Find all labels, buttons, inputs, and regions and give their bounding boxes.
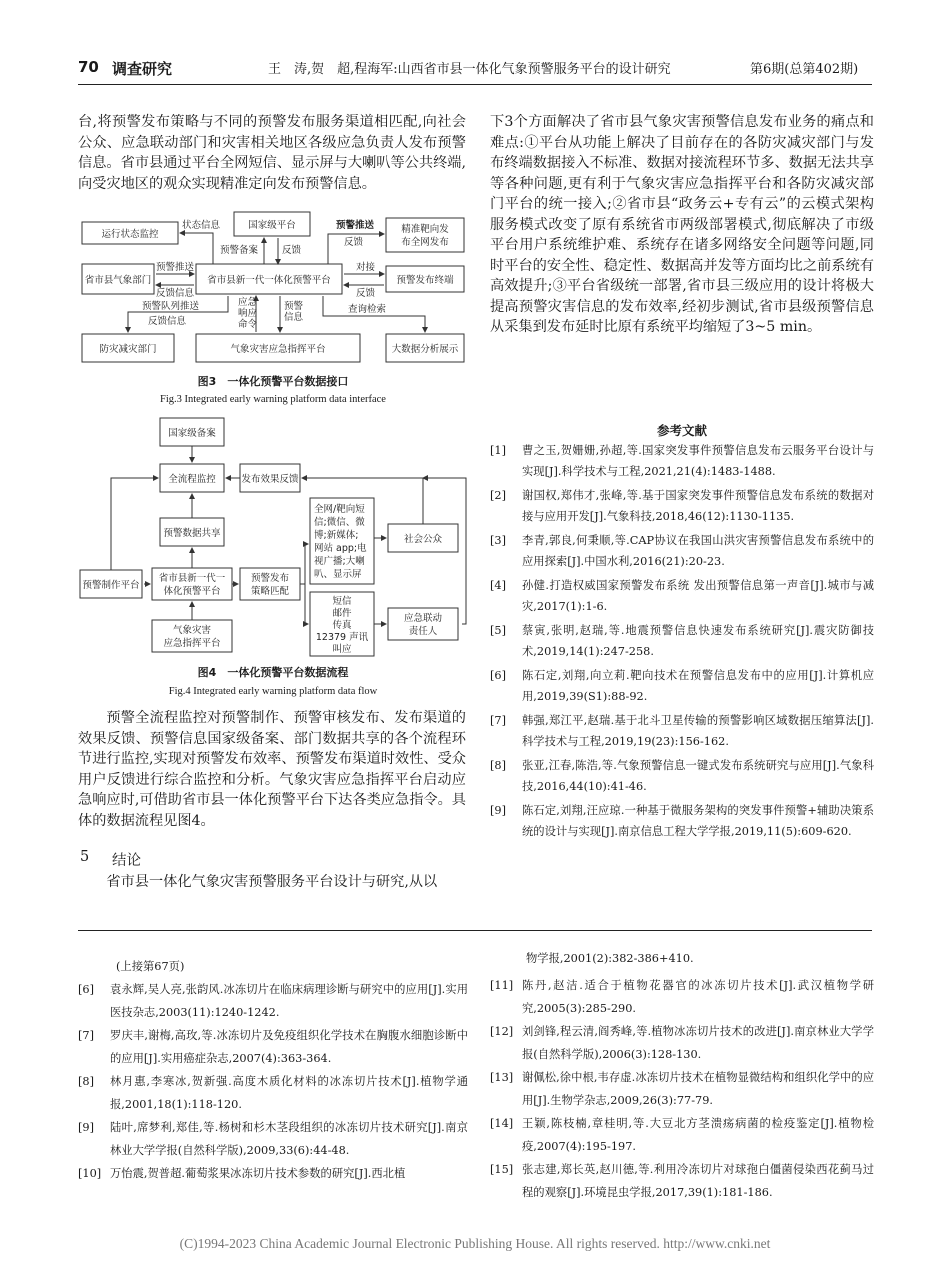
fig3-label-feedback-e: 反馈信息 (148, 316, 187, 327)
references-title: 参考文献 (656, 423, 707, 438)
fig4-text-make: 预警制作平台 (82, 580, 140, 591)
reference-text: 万怡震,贺普超.葡萄浆果冰冻切片技术参数的研究[J].西北植 (110, 1167, 406, 1180)
fig3-arrow-status (180, 233, 213, 264)
fig3-label-push-b: 预警推送 (336, 220, 375, 231)
reference-text: 陈石定,刘翔,向立莉.靶向技术在预警信息发布中的应用[J].计算机应用,2019,39(S1):88-92. (522, 669, 874, 703)
fig4-text-responder-1: 应急联动 (403, 613, 443, 624)
fig3-label-status: 状态信息 (182, 220, 221, 231)
fig4-text-share: 预警数据共享 (163, 528, 221, 539)
fig3-label-query: 查询检索 (348, 304, 387, 315)
section-title: 结论 (112, 853, 141, 869)
fig3-text-center: 省市县新一代一体化预警平台 (207, 275, 331, 286)
reference-text: 林月惠,李寒冰,贺新强.高度木质化材料的冰冻切片技术[J].植物学通报,2001,18(1):118-120. (110, 1075, 468, 1111)
conclusion-paragraph: 省市县一体化气象灾害预警服务平台设计与研究,从以 (106, 874, 438, 890)
reference-number: [3] (490, 534, 507, 547)
reference-item (490, 800, 874, 842)
reference-item (78, 978, 468, 1024)
fig4-text-command-2: 应急指挥平台 (163, 638, 221, 649)
reference-number: [1] (490, 444, 507, 457)
reference-text: 谢国权,郑伟才,张峰,等.基于国家突发事件预警信息发布系统的数据对接与应用开发[J].气象科技,2018,46(12):1130-1135. (522, 489, 874, 523)
fig3-text-disaster: 防灾减灾部门 (99, 344, 157, 355)
reference-item (490, 1112, 874, 1158)
fig3-caption-en: Fig.3 Integrated early warning platform data interface (160, 394, 386, 405)
fig3-text-command: 气象灾害应急指挥平台 (230, 344, 326, 355)
fig3-label-feedback-d: 反馈 (356, 288, 376, 299)
fig4-text-channels-1: 信;微信、微 (314, 517, 365, 528)
fig4-text-sms-3: 12379 声讯 (315, 632, 369, 643)
fig4-text-public: 社会公众 (403, 534, 443, 545)
reference-text: 陈石定,刘翔,汪应琼.一种基于微服务架构的突发事件预警+辅助决策系统的设计与实现[J].南京信息工程大学学报,2019,11(5):609-620. (522, 804, 874, 838)
fig3-label-filing: 预警备案 (220, 245, 259, 256)
fig3-text-monitor: 运行状态监控 (101, 229, 159, 240)
reference-number: [15] (490, 1163, 514, 1176)
fig3-label-feedback-b: 反馈 (344, 237, 364, 248)
reference-item (78, 1024, 468, 1070)
right-paragraph: 下3个方面解决了省市县气象灾害预警信息发布业务的痛点和难点:①平台从功能上解决了目前存在的各防灾减灾部门与发布终端数据接入不标准、数据对接流程环节多、数据无法共享等各种问题,更有利于气象灾害应急指挥平台和各防灾减灾部门平台的统一接入;②省市县“政务云+专有云”的云模式架构服务模式改变了原有系统省市两级部署模式,彻底解决了市级平台用户系统维护难、系统存在诸多网络安全问题等问题,同时平台的安全性、稳定性、数据高并发等方面均比之前系统有高效提升;③平台省级统一部署,省市县三级应用的设计将极大提高预警灾害信息的发布效率,经初步测试,省市县级预警信息从采集到发布延时比原有系统平均缩短了3~5 min。 (490, 114, 874, 335)
reference-number: [2] (490, 489, 507, 502)
fig4-caption-cn: 图4 一体化预警平台数据流程 (197, 666, 349, 679)
header-rule (78, 84, 872, 85)
fig3-label-warn-2: 信息 (284, 312, 304, 323)
fig4-text-center-1: 省市县新一代一 (158, 573, 226, 584)
reference-item (490, 755, 874, 797)
reference-text: 蔡寅,张明,赵瑞,等.地震预警信息快速发布系统研究[J].震灾防御技术,2019,14(1):247-258. (522, 624, 874, 658)
issue-label: 第6期(总第402期) (750, 62, 859, 77)
bottom-right-continuation: 物学报,2001(2):382-386+410. (526, 952, 694, 965)
fig4-text-effect: 发布效果反馈 (241, 474, 299, 485)
fig3-label-push-c: 预警推送 (156, 262, 195, 273)
fig4-text-strategy-1: 预警发布 (250, 573, 290, 584)
reference-item (490, 485, 874, 527)
reference-number: [11] (490, 979, 514, 992)
reference-item (490, 665, 874, 707)
fig4-arrow-strategy-sms (305, 584, 308, 624)
reference-item (490, 710, 874, 752)
reference-item (490, 1066, 874, 1112)
bottom-divider (78, 930, 872, 931)
fig3-label-warn-1: 预警 (284, 301, 304, 312)
column-title: 调查研究 (112, 60, 173, 78)
continued-note: (上接第67页) (116, 960, 185, 973)
reference-number: [14] (490, 1117, 514, 1130)
reference-text: 陆叶,席梦利,郑佳,等.杨树和杉木茎段组织的冰冻切片技术研究[J].南京林业大学学报(自然科学版),2009,33(6):44-48. (110, 1121, 468, 1157)
reference-item (490, 1158, 874, 1204)
fig3-label-feedback-a: 反馈 (282, 245, 302, 256)
fig3-label-emerg-2: 响应 (238, 308, 258, 319)
reference-item (490, 1020, 874, 1066)
fig4-arrow-strategy-channels (300, 544, 308, 584)
fig4-text-channels-5: 叭、显示屏 (314, 569, 362, 580)
fig3-label-dock: 对接 (356, 262, 376, 273)
reference-item (78, 1070, 468, 1116)
left-body-paragraph: 预警全流程监控对预警制作、预警审核发布、发布渠道的效果反馈、预警信息国家级备案、部门数据共享的各个流程环节进行监控,实现对预警发布效率、预警发布渠道时效性、受众用户反馈进行综合监控和分析。气象灾害应急指挥平台启动应急响应时,可借助省市县一体化预警平台下达各类应急指令。具体的数据流程见图4。 (78, 710, 466, 829)
reference-number: [6] (78, 983, 95, 996)
fig4-text-command-1: 气象灾害 (172, 625, 212, 636)
reference-item (78, 1162, 468, 1185)
reference-text: 袁永辉,吴人亮,张韵风.冰冻切片在临床病理诊断与研究中的应用[J].实用医技杂志,2003(11):1240-1242. (110, 983, 468, 1019)
reference-item (490, 620, 874, 662)
reference-number: [4] (490, 579, 507, 592)
reference-number: [9] (78, 1121, 95, 1134)
page-number: 70 (78, 58, 99, 76)
reference-text: 张志建,郑长英,赵川德,等.利用冷冻切片对球孢白僵菌侵染西花蓟马过程的观察[J].环境昆虫学报,2017,39(1):181-186. (522, 1163, 874, 1199)
reference-number: [6] (490, 669, 507, 682)
reference-text: 孙健.打造权威国家预警发布系统 发出预警信息第一声音[J].城市与减灾,2017(1):1-6. (522, 579, 874, 613)
copyright-footer: (C)1994-2023 China Academic Journal Electronic Publishing House. All rights reserved. http://www.cnki.net (179, 1236, 771, 1251)
fig4-text-channels-2: 博;新媒体; (314, 530, 359, 541)
reference-text: 张亚,江春,陈浩,等.气象预警信息一键式发布系统研究与应用[J].气象科技,2016,44(10):41-46. (522, 759, 874, 793)
left-top-paragraph: 台,将预警发布策略与不同的预警发布服务渠道相匹配,向社会公众、应急联动部门和灾害相关地区各级应急负责人发布预警信息。省市县通过平台全网短信、显示屏与大喇叭等公共终端,向受灾地区的观众实现精准定向发布预警信息。 (78, 114, 466, 192)
fig3-label-feedback-c: 反馈信息 (156, 288, 195, 299)
reference-number: [7] (78, 1029, 95, 1042)
fig4-text-channels-4: 视广播;大喇 (314, 556, 365, 567)
reference-number: [8] (78, 1075, 95, 1088)
reference-number: [7] (490, 714, 507, 727)
reference-text: 曹之玉,贺姗姗,孙超,等.国家突发事件预警信息发布云服务平台设计与实现[J].科学技术与工程,2021,21(4):1483-1488. (522, 444, 874, 478)
reference-item (78, 1116, 468, 1162)
reference-text: 王颖,陈枝楠,章桂明,等.大豆北方茎溃疡病菌的检疫鉴定[J].植物检疫,2007(4):195-197. (522, 1117, 874, 1153)
figure-3-diagram (78, 208, 468, 368)
reference-number: [10] (78, 1167, 102, 1180)
reference-item (490, 575, 874, 617)
fig4-text-sms-4: 叫应 (332, 644, 352, 655)
fig4-text-sms-1: 邮件 (332, 608, 352, 619)
fig3-label-emerg-3: 命令 (238, 319, 258, 330)
fig3-label-queue: 预警队列推送 (142, 301, 200, 312)
reference-text: 李青,郭良,何秉顺,等.CAP协议在我国山洪灾害预警信息发布系统中的应用探索[J].中国水利,2016(21):20-23. (522, 534, 874, 568)
fig4-text-strategy-2: 策略匹配 (250, 586, 290, 597)
reference-number: [13] (490, 1071, 514, 1084)
fig3-text-terminal: 预警发布终端 (396, 275, 454, 286)
reference-text: 陈丹,赵洁.适合于植物花器官的冰冻切片技术[J].武汉植物学研究,2005(3):285-290. (522, 979, 874, 1015)
fig3-caption-cn: 图3 一体化预警平台数据接口 (197, 375, 349, 388)
reference-item (490, 974, 874, 1020)
fig4-text-sms-2: 传真 (332, 620, 352, 631)
section-number: 5 (80, 849, 90, 865)
fig4-text-center-2: 体化预警平台 (163, 586, 221, 597)
fig4-text-channels-3: 网站 app;电 (314, 543, 367, 554)
reference-item (490, 530, 874, 572)
fig3-text-national: 国家级平台 (248, 220, 296, 231)
reference-text: 罗庆丰,谢梅,高玫,等.冰冻切片及免疫组织化学技术在胸腹水细胞诊断中的应用[J].实用癌症杂志,2007(4):363-364. (110, 1029, 468, 1065)
fig4-text-monitor: 全流程监控 (168, 474, 216, 485)
reference-text: 刘剑锋,程云清,阎秀峰,等.植物冰冻切片技术的改进[J].南京林业大学学报(自然科学版),2006(3):128-130. (522, 1025, 874, 1061)
fig4-text-sms-0: 短信 (332, 596, 352, 607)
fig4-text-responder-2: 责任人 (408, 626, 438, 637)
fig3-text-precise-2: 布全网发布 (401, 237, 449, 248)
fig4-arrow-make-monitor (111, 478, 158, 570)
fig4-text-channels-0: 全网/靶向短 (314, 504, 365, 515)
reference-number: [5] (490, 624, 507, 637)
fig4-text-national: 国家级备案 (168, 428, 216, 439)
reference-item (490, 440, 874, 482)
reference-number: [9] (490, 804, 507, 817)
fig3-label-emerg-1: 应急 (238, 297, 258, 308)
running-title: 王 涛,贺 超,程海军:山西省市县一体化气象预警服务平台的设计研究 (268, 62, 671, 77)
reference-number: [8] (490, 759, 507, 772)
reference-number: [12] (490, 1025, 514, 1038)
reference-text: 谢佩松,徐中根,韦存虚.冰冻切片技术在植物显微结构和组织化学中的应用[J].生物学杂志,2009,26(3):77-79. (522, 1071, 874, 1107)
fig3-text-city: 省市县气象部门 (84, 275, 152, 286)
fig3-text-bigdata: 大数据分析展示 (391, 344, 459, 355)
reference-text: 韩强,郑江平,赵瑞.基于北斗卫星传输的预警影响区域数据压缩算法[J].科学技术与工程,2019,19(23):156-162. (522, 714, 874, 748)
fig3-text-precise-1: 精准靶向发 (401, 224, 449, 235)
figure-4-diagram (78, 414, 468, 660)
fig4-caption-en: Fig.4 Integrated early warning platform data flow (168, 686, 378, 697)
